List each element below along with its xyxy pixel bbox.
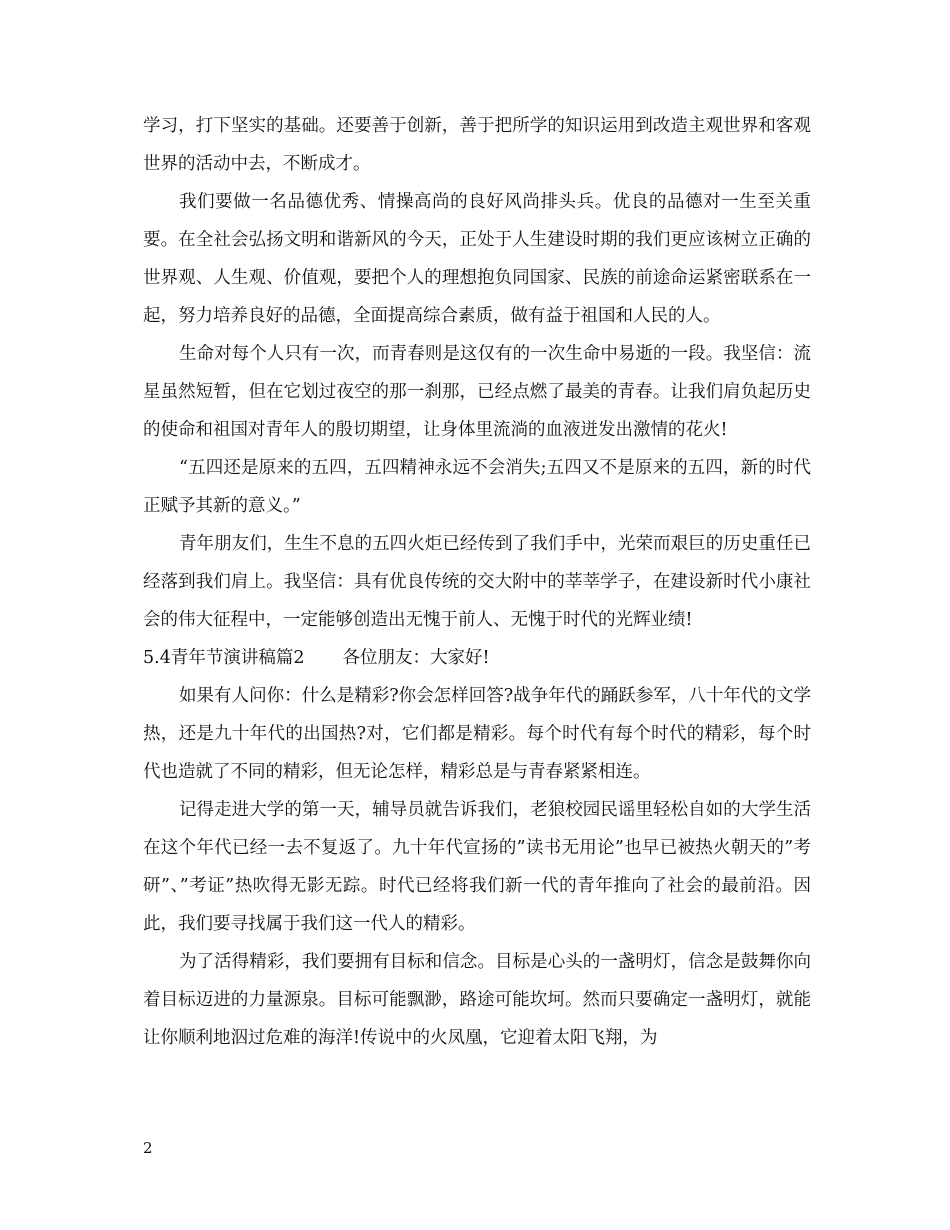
page-number: 2 [143, 1139, 153, 1157]
paragraph: 如果有人问你：什么是精彩?你会怎样回答?战争年代的踊跃参军，八十年代的文学热，还是九十年代的出国热?对，它们都是精彩。每个时代有每个时代的精彩，每个时代也造就了不同的精彩，但无论怎样，精彩总是与青春紧紧相连。 [143, 686, 811, 782]
section-heading-line [143, 639, 811, 677]
section-title: 5.4青年节演讲稿篇2 [143, 648, 305, 668]
paragraph: 记得走进大学的第一天，辅导员就告诉我们，老狼校园民谣里轻松自如的大学生活在这个年代已经一去不复返了。九十年代宣扬的”读书无用论”也早已被热火朝天的”考研”、”考证”热吹得无影无踪。时代已经将我们新一代的青年推向了社会的最前沿。因此，我们要寻找属于我们这一代人的精彩。 [143, 800, 811, 934]
paragraph: 青年朋友们，生生不息的五四火炬已经传到了我们手中，光荣而艰巨的历史重任已经落到我们肩上。我坚信：具有优良传统的交大附中的莘莘学子，在建设新时代小康社会的伟大征程中，一定能够创造出无愧于前人、无愧于时代的光辉业绩! [143, 534, 811, 630]
paragraph: 我们要做一名品德优秀、情操高尚的良好风尚排头兵。优良的品德对一生至关重要。在全社会弘扬文明和谐新风的今天，正处于人生建设时期的我们更应该树立正确的世界观、人生观、价值观，要把个人的理想抱负同国家、民族的前途命运紧密联系在一起，努力培养良好的品德，全面提高综合素质，做有益于祖国和人民的人。 [143, 192, 811, 326]
paragraph: 为了活得精彩，我们要拥有目标和信念。目标是心头的一盏明灯，信念是鼓舞你向着目标迈进的力量源泉。目标可能飘渺，路途可能坎坷。然而只要确定一盏明灯，就能让你顺利地泅过危难的海洋!传说中的火凤凰，它迎着太阳飞翔，为 [143, 952, 811, 1048]
greeting: 各位朋友：大家好! [342, 648, 490, 668]
paragraph: “五四还是原来的五四，五四精神永远不会消失;五四又不是原来的五四，新的时代正赋予其新的意义。” [143, 458, 811, 516]
paragraph: 学习，打下坚实的基础。还要善于创新，善于把所学的知识运用到改造主观世界和客观世界的活动中去，不断成才。 [143, 116, 811, 174]
paragraph: 生命对每个人只有一次，而青春则是这仅有的一次生命中易逝的一段。我坚信：流星虽然短暂，但在它划过夜空的那一刹那，已经点燃了最美的青春。让我们肩负起历史的使命和祖国对青年人的殷切期望，让身体里流淌的血液迸发出激情的花火! [143, 344, 811, 440]
document-body [143, 107, 811, 1057]
